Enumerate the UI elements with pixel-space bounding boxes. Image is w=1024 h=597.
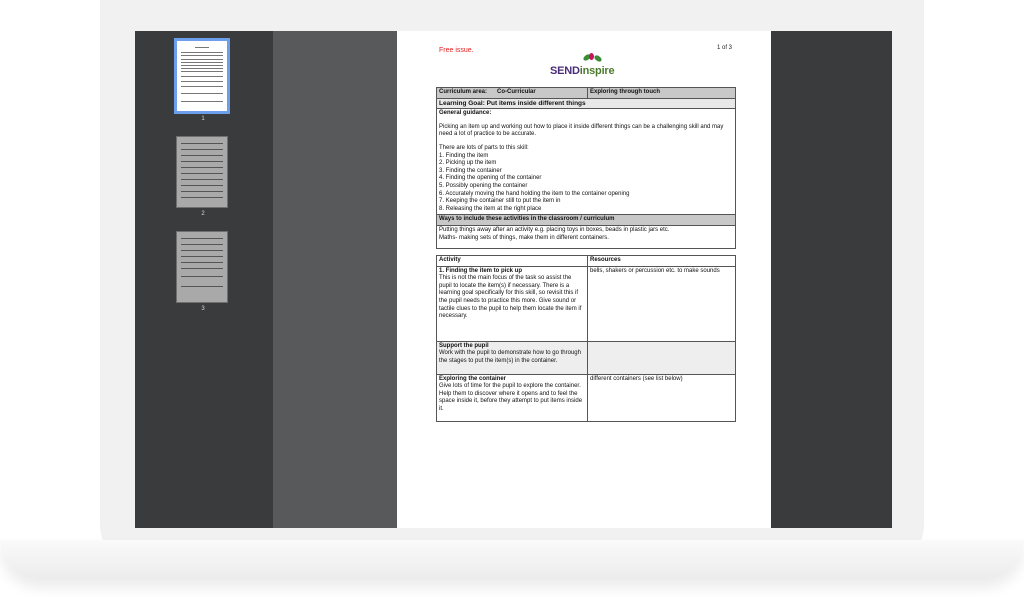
part-item: 7. Keeping the container still to put the item in [439, 198, 561, 205]
logo-part1: SEND [550, 65, 580, 77]
logo-part2: inspire [579, 65, 615, 77]
right-panel [771, 31, 892, 528]
curriculum-area-cell [437, 88, 588, 99]
activity-cell [437, 266, 588, 341]
resources-cell: bells, shakers or percussion etc. to make sounds [588, 266, 736, 341]
part-item: 8. Releasing the item at the right place [439, 205, 542, 212]
part-item: 6. Accurately moving the hand holding the item to the container opening [439, 190, 630, 197]
thumbnail-label: 2 [201, 211, 205, 217]
page-thumbnail-1[interactable] [174, 38, 230, 114]
thumbnail-sidebar[interactable] [135, 31, 273, 528]
thumbnail-label: 1 [201, 116, 205, 122]
part-item: 2. Picking up the item [439, 160, 497, 167]
activity-body: This is not the main focus of the task so assist the pupil to locate the item(s) if necessary. There is a learning goal specifically for this skill, so revisit this if the pupil needs to practice this more. Give sound or tactile clues to the pupil to help them locate the item if necessary. [439, 275, 582, 320]
part-item: 5. Possibly opening the container [439, 182, 528, 189]
thumbnail-label: 3 [201, 306, 205, 312]
ways-cell [437, 225, 736, 248]
page-number: 1 of 3 [717, 45, 733, 51]
general-guidance-cell [437, 109, 736, 215]
part-item: 4. Finding the opening of the container [439, 175, 542, 182]
general-guidance-title: General guidance: [439, 110, 492, 117]
laptop-base [0, 540, 1024, 580]
activity-body: Work with the pupil to demonstrate how to go through the stages to put the item(s) in the container. [439, 350, 581, 364]
part-item: 3. Finding the container [439, 167, 502, 174]
topic-cell: Exploring through touch [588, 88, 736, 99]
resources-header: Resources [588, 256, 736, 267]
activity-title: 1. Finding the item to pick up [439, 267, 523, 274]
resources-cell: different containers (see list below) [588, 374, 736, 421]
activity-header: Activity [437, 256, 588, 267]
activity-body: Give lots of time for the pupil to explore the container. Help them to discover where it opens and to feel the space inside it, before they attempt to put items inside it. [439, 383, 583, 413]
ways-line-1: Putting things away after an activity e.g. placing toys in boxes, beads in plastic jars etc. [439, 226, 670, 233]
page-thumbnail-3[interactable] [176, 231, 228, 303]
page-thumbnail-2[interactable] [176, 136, 228, 208]
resources-cell [588, 341, 736, 374]
lesson-table [436, 87, 736, 422]
part-item: 1. Finding the item [439, 152, 489, 159]
curriculum-area-value: Co-Curricular [497, 89, 536, 95]
curriculum-area-label: Curriculum area: [439, 89, 488, 95]
parts-intro: There are lots of parts to this skill: [439, 144, 529, 151]
activity-title: Exploring the container [439, 375, 507, 382]
spacer-row [437, 249, 736, 256]
activity-title: Support the pupil [439, 342, 489, 349]
free-issue-text: Free issue. [439, 47, 474, 54]
ways-title: Ways to include these activities in the classroom / curriculum [437, 215, 736, 226]
ways-line-2: Maths- making sets of things, make them in different containers. [439, 234, 609, 241]
activity-cell [437, 374, 588, 421]
sendinspire-logo [550, 53, 630, 79]
learning-goal: Learning Goal: Put items inside different things [437, 98, 736, 109]
general-guidance-para: Picking an item up and working out how to place it inside different things can be a challenging skill and may need a lot of practice to be accurate. [439, 123, 724, 138]
document-page [397, 31, 771, 528]
pdf-viewer-screen [135, 31, 892, 528]
activity-cell [437, 341, 588, 374]
